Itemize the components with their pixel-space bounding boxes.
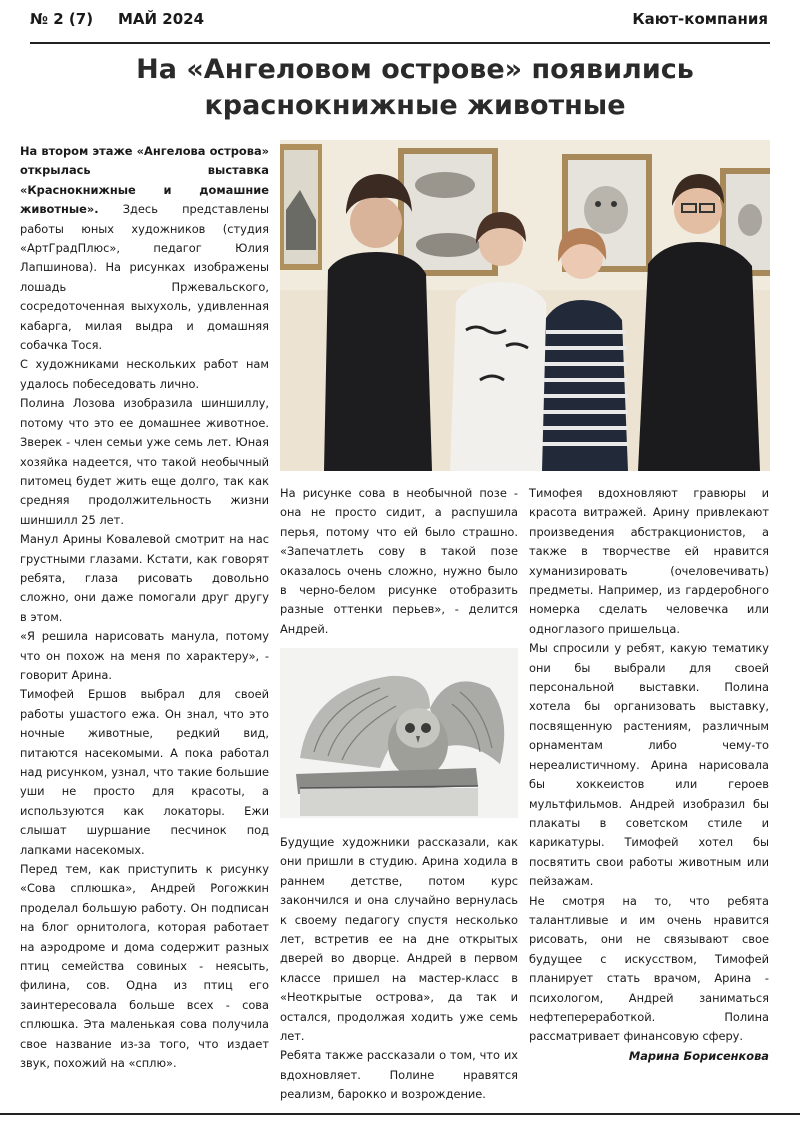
header-divider	[30, 42, 770, 44]
lead-text: На втором этаже «Ангелова острова» открылась выставка «Краснокнижные и домашние животные».	[20, 144, 269, 217]
issue-number: № 2 (7)	[30, 10, 94, 28]
group-photo	[280, 140, 770, 471]
author-signature: Марина Борисенкова	[628, 1048, 769, 1063]
paragraph: Тимофей Ершов выбрал для своей работы ушастого ежа. Он знал, что это ночные животные, редкий вид, питаются насекомыми. А пока работал над рисунком, узнал, что такие большие уши не просто для красоты, а используются как локаторы. Ежи слышат шуршание песчинок под лапками насекомых.	[20, 687, 269, 857]
paragraph: Полина Лозова изобразила шиншиллу, потому что это ее домашнее животное. Зверек - член семьи уже семь лет. Юная хозяйка надеется, что такой необычный питомец будет жить еще долго, так как средняя продолжительность жизни шиншилл 25 лет.	[20, 396, 269, 527]
owl-drawing-illustration	[280, 648, 518, 818]
article-column-2-top	[280, 484, 518, 639]
paragraph: Будущие художники рассказали, как они пришли в студию. Арина ходила в раннем детстве, потом курс закончился и она случайно вернулась к своему педагогу спустя несколько лет, встретив ее на дне открытых дверей во дворце. Андрей в первом классе пришел на мастер-класс в «Неоткрытые острова», да так и остался, продолжая ходить уже семь лет.	[280, 835, 518, 1044]
article-title: На «Ангеловом острове» появились краснокнижные животные	[136, 54, 694, 121]
paragraph: Перед тем, как приступить к рисунку «Сова сплюшка», Андрей Рогожкин проделал большую работу. Он подписан на блог орнитолога, которая работает на аэродроме и дома содержит разных птиц семейства совиных - неясыть, филина, сов. Одна из птиц его заинтересовала больше всех - сова сплюшка. Эта маленькая сова получила свое название из-за того, что издает звук, похожий на «сплю».	[20, 862, 269, 1071]
article-column-3	[529, 484, 769, 1066]
paragraph: Тимофея вдохновляют гравюры и красота витражей. Арину привлекают произведения абстракционистов, а также в творчестве ей нравится хуманизировать (очеловечивать) предметы. Например, из гардеробного номерка сделать человечка или одноглазого пришельца.	[529, 486, 769, 636]
owl-drawing	[280, 648, 518, 818]
paragraph: Мы спросили у ребят, какую тематику они бы выбрали для своей персональной выставки. Полина хотела бы организовать выставку, посвященную растениям, различным орнаментам либо чему-то нереалистичному. Арина нарисовала бы хоккеистов или героев мультфильмов. Андрей изобразил бы плакаты в советском стиле и карикатуры. Тимофей хотел бы посвятить свои работы животным или пейзажам.	[529, 641, 769, 889]
issue-date: МАЙ 2024	[118, 10, 205, 28]
paragraph: Манул Арины Ковалевой смотрит на нас грустными глазами. Кстати, как говорят ребята, глаза рисовать довольно сложно, они даже помогали друг другу в этом.	[20, 532, 269, 624]
paragraph: На рисунке сова в необычной позе - она не просто сидит, а распушила перья, потому что ей было страшно. «Запечатлеть сову в такой позе оказалось очень сложно, нужно было в черно-белом рисунке отобразить разные оттенки перьев», - делится Андрей.	[280, 486, 518, 636]
paragraph: Не смотря на то, что ребята талантливые и им очень нравится рисовать, они не связывают свое будущее с искусством, Тимофей планирует стать врачом, Арина - психологом, Андрей заниматься нефтепереработкой. Полина рассматривает финансовую сферу.	[529, 893, 769, 1044]
article-column-1	[20, 142, 269, 1074]
page-header	[30, 10, 768, 32]
paragraph	[20, 142, 269, 355]
paragraph: «Я решила нарисовать манула, потому что он похож на меня по характеру», - говорит Арина.	[20, 629, 269, 682]
section-name: Кают-компания	[632, 10, 768, 28]
group-photo-illustration	[280, 140, 770, 471]
lead-rest-text: Здесь представлены работы юных художников (студия «АртГрадПлюс», педагог Юлия Лапшинова). На рисунках изображены лошадь Пржевальского, сосредоточенная выхухоль, удивленная кабарга, милая выдра и домашняя собачка Тося.	[20, 202, 269, 353]
footer-divider	[0, 1113, 800, 1115]
paragraph: Ребята также рассказали о том, что их вдохновляет. Полине нравятся реализм, барокко и возрождение.	[280, 1048, 518, 1102]
paragraph: С художниками нескольких работ нам удалось побеседовать лично.	[20, 357, 269, 391]
article-column-2-bottom	[280, 833, 518, 1105]
